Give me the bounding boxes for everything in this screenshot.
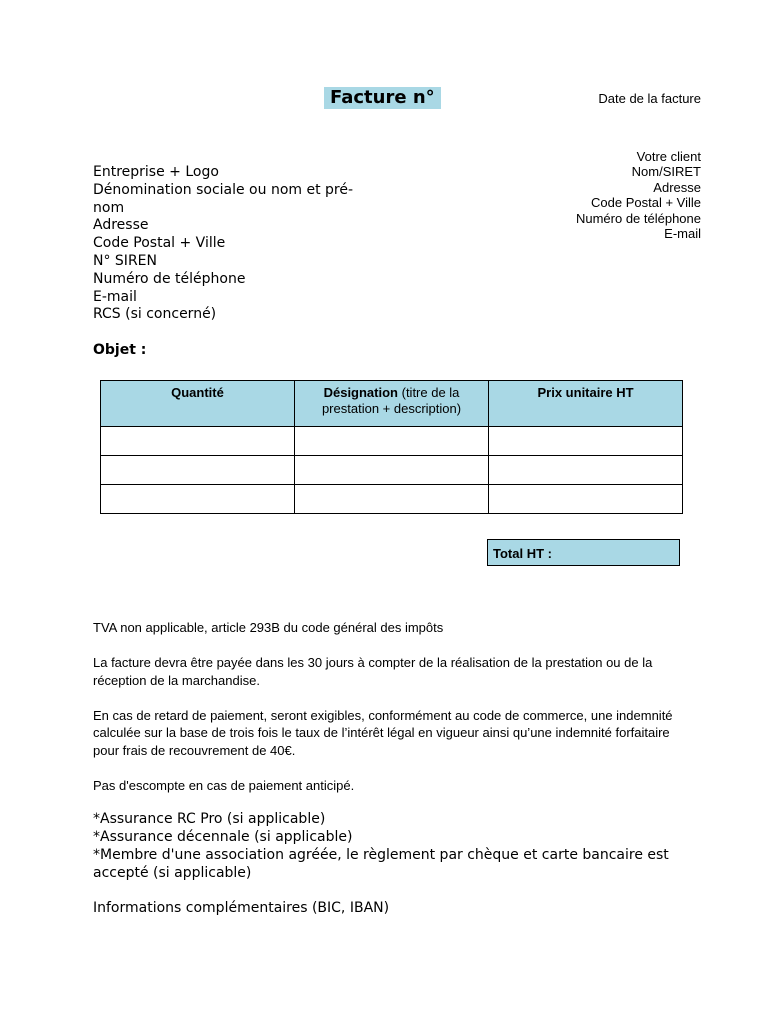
insurance-info bbox=[93, 810, 693, 882]
decennial-note: *Assurance décennale (si applicable) bbox=[93, 829, 353, 845]
discount-note: Pas d'escompte en cas de paiement anticipé. bbox=[93, 777, 355, 793]
client-heading: Votre client bbox=[636, 149, 701, 164]
quantity-header: Quantité bbox=[101, 381, 295, 427]
object-label: Objet : bbox=[93, 342, 147, 358]
designation-cell[interactable] bbox=[294, 456, 488, 485]
client-postal-city: Code Postal + Ville bbox=[591, 195, 701, 211]
items-table bbox=[100, 380, 683, 514]
additional-info: Informations complémentaires (BIC, IBAN) bbox=[93, 900, 390, 916]
unit-price-cell[interactable] bbox=[489, 485, 683, 514]
company-email: E-mail bbox=[93, 288, 137, 305]
association-note: *Membre d'une association agréée, le règlement par chèque et carte bancaire est accepté (si applicable) bbox=[93, 847, 669, 881]
company-phone: Numéro de téléphone bbox=[93, 270, 246, 287]
table-row bbox=[101, 427, 683, 456]
table-header-row bbox=[101, 381, 683, 427]
unit-price-cell[interactable] bbox=[489, 456, 683, 485]
client-info bbox=[576, 149, 701, 241]
late-payment-note: En cas de retard de paiement, seront exigibles, conformément au code de commerce, une indemnité calculée sur la base de trois fois le taux de l’intérêt légal en vigueur ainsi qu’une indemnité forfaitaire pour frais de recouvrement de 40€. bbox=[93, 707, 673, 758]
quantity-cell[interactable] bbox=[101, 427, 295, 456]
total-ht-box: Total HT : bbox=[487, 539, 680, 566]
unit-price-cell[interactable] bbox=[489, 427, 683, 456]
invoice-title: Facture n° bbox=[324, 87, 441, 109]
table-row bbox=[101, 456, 683, 485]
client-address: Adresse bbox=[653, 179, 701, 195]
designation-cell[interactable] bbox=[294, 485, 488, 514]
table-row bbox=[101, 485, 683, 514]
company-rcs: RCS (si concerné) bbox=[93, 306, 217, 323]
quantity-cell[interactable] bbox=[101, 485, 295, 514]
client-email: E-mail bbox=[664, 226, 701, 242]
designation-header: Désignation (titre de la prestation + description) bbox=[294, 381, 488, 427]
rc-pro-note: *Assurance RC Pro (si applicable) bbox=[93, 811, 326, 827]
payment-terms-note: La facture devra être payée dans les 30 jours à compter de la réalisation de la prestation ou de la réception de la marchandise. bbox=[93, 655, 653, 688]
company-postal-city: Code Postal + Ville bbox=[93, 235, 226, 252]
company-info bbox=[93, 164, 353, 324]
client-phone: Numéro de téléphone bbox=[575, 210, 701, 226]
company-legal-name: Dénomination sociale ou nom et pré- bbox=[93, 181, 354, 198]
client-siret: Nom/SIRET bbox=[631, 164, 701, 180]
designation-cell[interactable] bbox=[294, 427, 488, 456]
invoice-date-label: Date de la facture bbox=[598, 91, 701, 106]
company-siren: N° SIREN bbox=[93, 252, 157, 269]
legal-notes bbox=[93, 619, 683, 812]
quantity-cell[interactable] bbox=[101, 456, 295, 485]
company-legal-name-cont: nom bbox=[93, 199, 125, 216]
company-address: Adresse bbox=[93, 217, 149, 234]
company-name-logo: Entreprise + Logo bbox=[93, 164, 219, 180]
unit-price-header: Prix unitaire HT bbox=[489, 381, 683, 427]
vat-note: TVA non applicable, article 293B du code général des impôts bbox=[93, 620, 444, 635]
